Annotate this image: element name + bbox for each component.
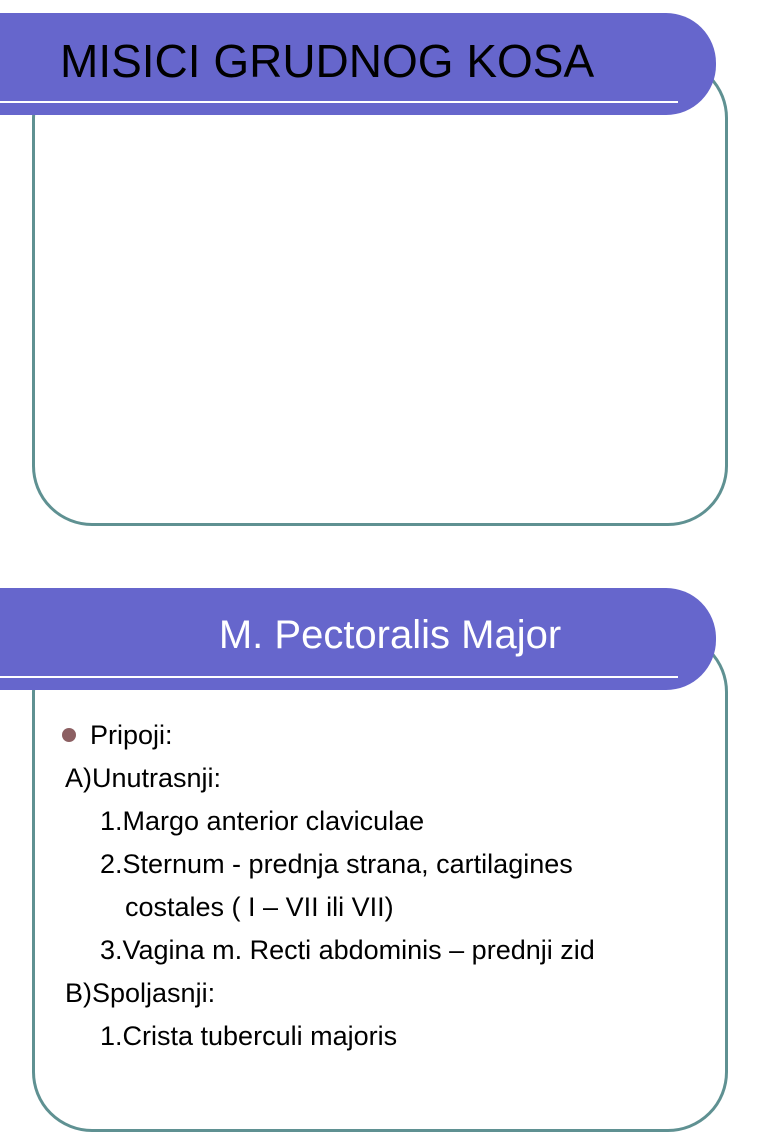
section-a-heading: A)Unutrasnji:	[65, 763, 222, 793]
list-item-continuation: costales ( I – VII ili VII)	[125, 892, 394, 922]
list-item: 2.Sternum - prednja strana, cartilagines	[100, 849, 573, 879]
title-underline	[0, 101, 678, 103]
slide-title: MISICI GRUDNOG KOSA	[60, 35, 595, 87]
list-item: 1.Crista tuberculi majoris	[100, 1021, 398, 1051]
slide-title: M. Pectoralis Major	[218, 613, 562, 657]
bullet-text: Pripoji:	[90, 720, 173, 750]
bullet-dot-icon	[62, 728, 76, 742]
bullet-item	[60, 714, 700, 757]
slide-frame	[32, 58, 728, 526]
list-item: 3.Vagina m. Recti abdominis – prednji zid	[100, 935, 595, 965]
section-b-heading: B)Spoljasnji:	[65, 978, 216, 1008]
title-underline	[0, 676, 678, 678]
list-item: 1.Margo anterior claviculae	[100, 806, 425, 836]
slide-content	[60, 714, 700, 1058]
